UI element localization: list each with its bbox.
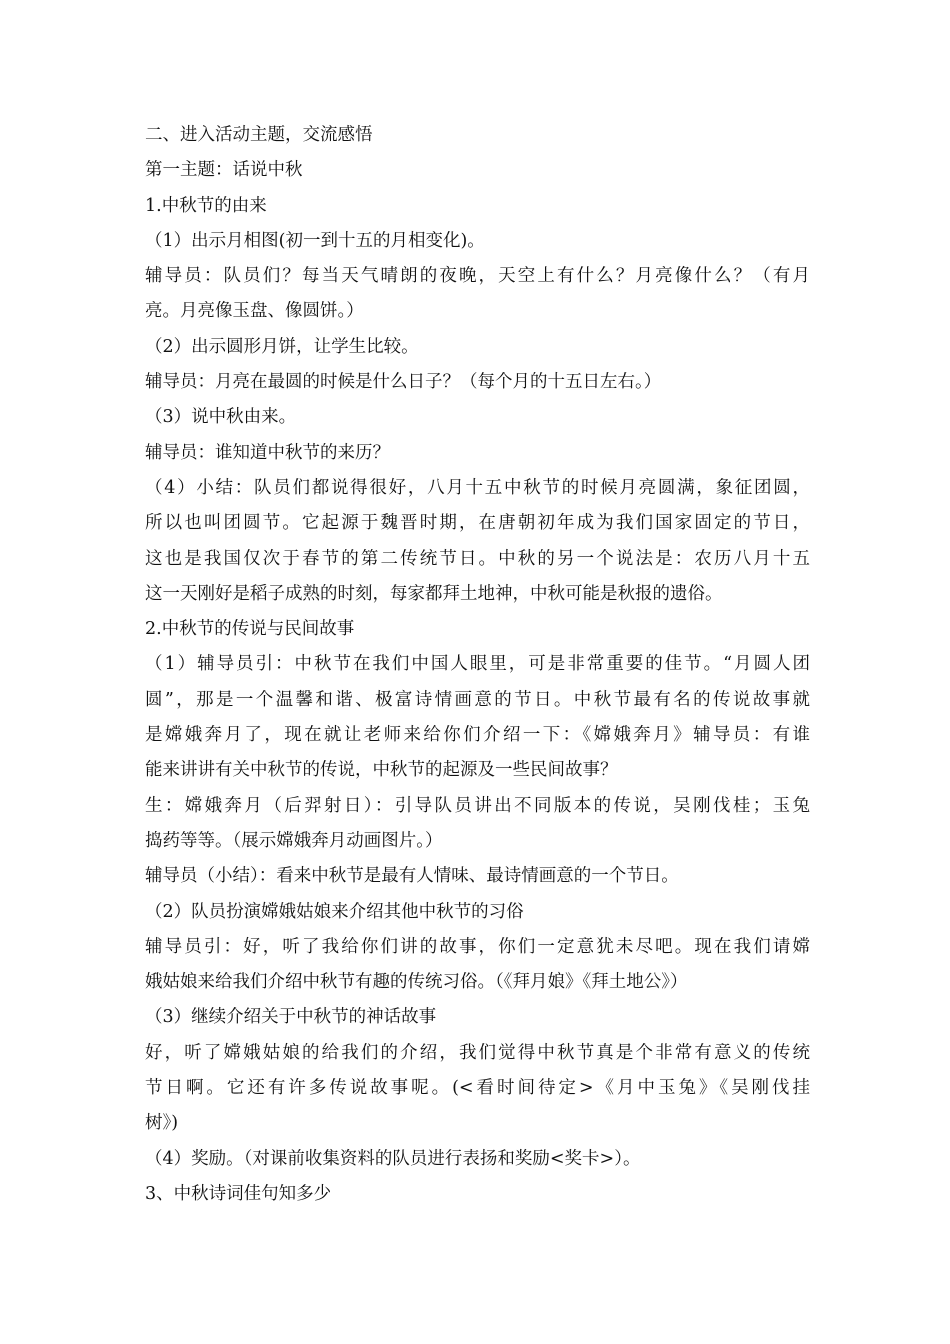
text-line: 生：嫦娥奔月（后羿射日）：引导队员讲出不同版本的传说，吴刚伐桂；玉兔 xyxy=(145,795,810,816)
text-line: 所以也叫团圆节。它起源于魏晋时期，在唐朝初年成为我们国家固定的节日， xyxy=(145,513,810,534)
text-line: 1.中秋节的由来 xyxy=(145,195,267,216)
text-line: （4）小结：队员们都说得很好，八月十五中秋节的时候月亮圆满，象征团圆， xyxy=(145,477,810,498)
text-line: 树》) xyxy=(145,1113,179,1134)
text-line: （3）继续介绍关于中秋节的神话故事 xyxy=(145,1007,437,1028)
text-line: 辅导员：队员们？每当天气晴朗的夜晚，天空上有什么？月亮像什么？（有月 xyxy=(145,266,810,287)
text-line: 圆”，那是一个温馨和谐、极富诗情画意的节日。中秋节最有名的传说故事就 xyxy=(145,689,810,710)
text-line: 娥姑娘来给我们介绍中秋节有趣的传统习俗。（《拜月娘》《拜土地公》） xyxy=(145,972,688,993)
text-line: 是嫦娥奔月了，现在就让老师来给你们介绍一下：《嫦娥奔月》辅导员：有谁 xyxy=(145,725,810,746)
text-line: （2）队员扮演嫦娥姑娘来介绍其他中秋节的习俗 xyxy=(145,901,524,922)
text-line: 辅导员：月亮在最圆的时候是什么日子？（每个月的十五日左右。） xyxy=(145,372,662,393)
text-line: （1）辅导员引：中秋节在我们中国人眼里，可是非常重要的佳节。“月圆人团 xyxy=(145,654,810,675)
text-line: 捣药等等。（展示嫦娥奔月动画图片。） xyxy=(145,830,443,851)
text-line: （3）说中秋由来。 xyxy=(145,407,297,428)
text-line: （4）奖励。（对课前收集资料的队员进行表扬和奖励<奖卡>）。 xyxy=(145,1148,641,1169)
document-page xyxy=(145,118,810,1212)
text-line: 2.中秋节的传说与民间故事 xyxy=(145,619,355,640)
text-line: 第一主题：话说中秋 xyxy=(145,160,303,181)
text-line: 亮。月亮像玉盘、像圆饼。） xyxy=(145,301,364,322)
text-line: 这也是我国仅次于春节的第二传统节日。中秋的另一个说法是：农历八月十五 xyxy=(145,548,810,569)
text-line: 二、进入活动主题，交流感悟 xyxy=(145,125,373,145)
text-line: 辅导员：谁知道中秋节的来历？ xyxy=(145,442,390,463)
text-line: （2）出示圆形月饼，让学生比较。 xyxy=(145,336,419,357)
text-line: 这一天刚好是稻子成熟的时刻，每家都拜土地神，中秋可能是秋报的遗俗。 xyxy=(145,583,723,604)
text-line: （1）出示月相图(初一到十五的月相变化)。 xyxy=(145,230,485,251)
text-line: 节日啊。它还有许多传说故事呢。(<看时间待定>《月中玉兔》《吴刚伐挂 xyxy=(145,1078,810,1099)
text-line: 辅导员（小结）：看来中秋节是最有人情味、最诗情画意的一个节日。 xyxy=(145,866,679,887)
text-line: 好，听了嫦娥姑娘的给我们的介绍，我们觉得中秋节真是个非常有意义的传统 xyxy=(145,1042,810,1063)
text-line: 能来讲讲有关中秋节的传说，中秋节的起源及一些民间故事？ xyxy=(145,760,618,781)
text-line: 辅导员引：好，听了我给你们讲的故事，你们一定意犹未尽吧。现在我们请嫦 xyxy=(145,936,810,957)
text-line: 3、中秋诗词佳句知多少 xyxy=(145,1183,332,1204)
